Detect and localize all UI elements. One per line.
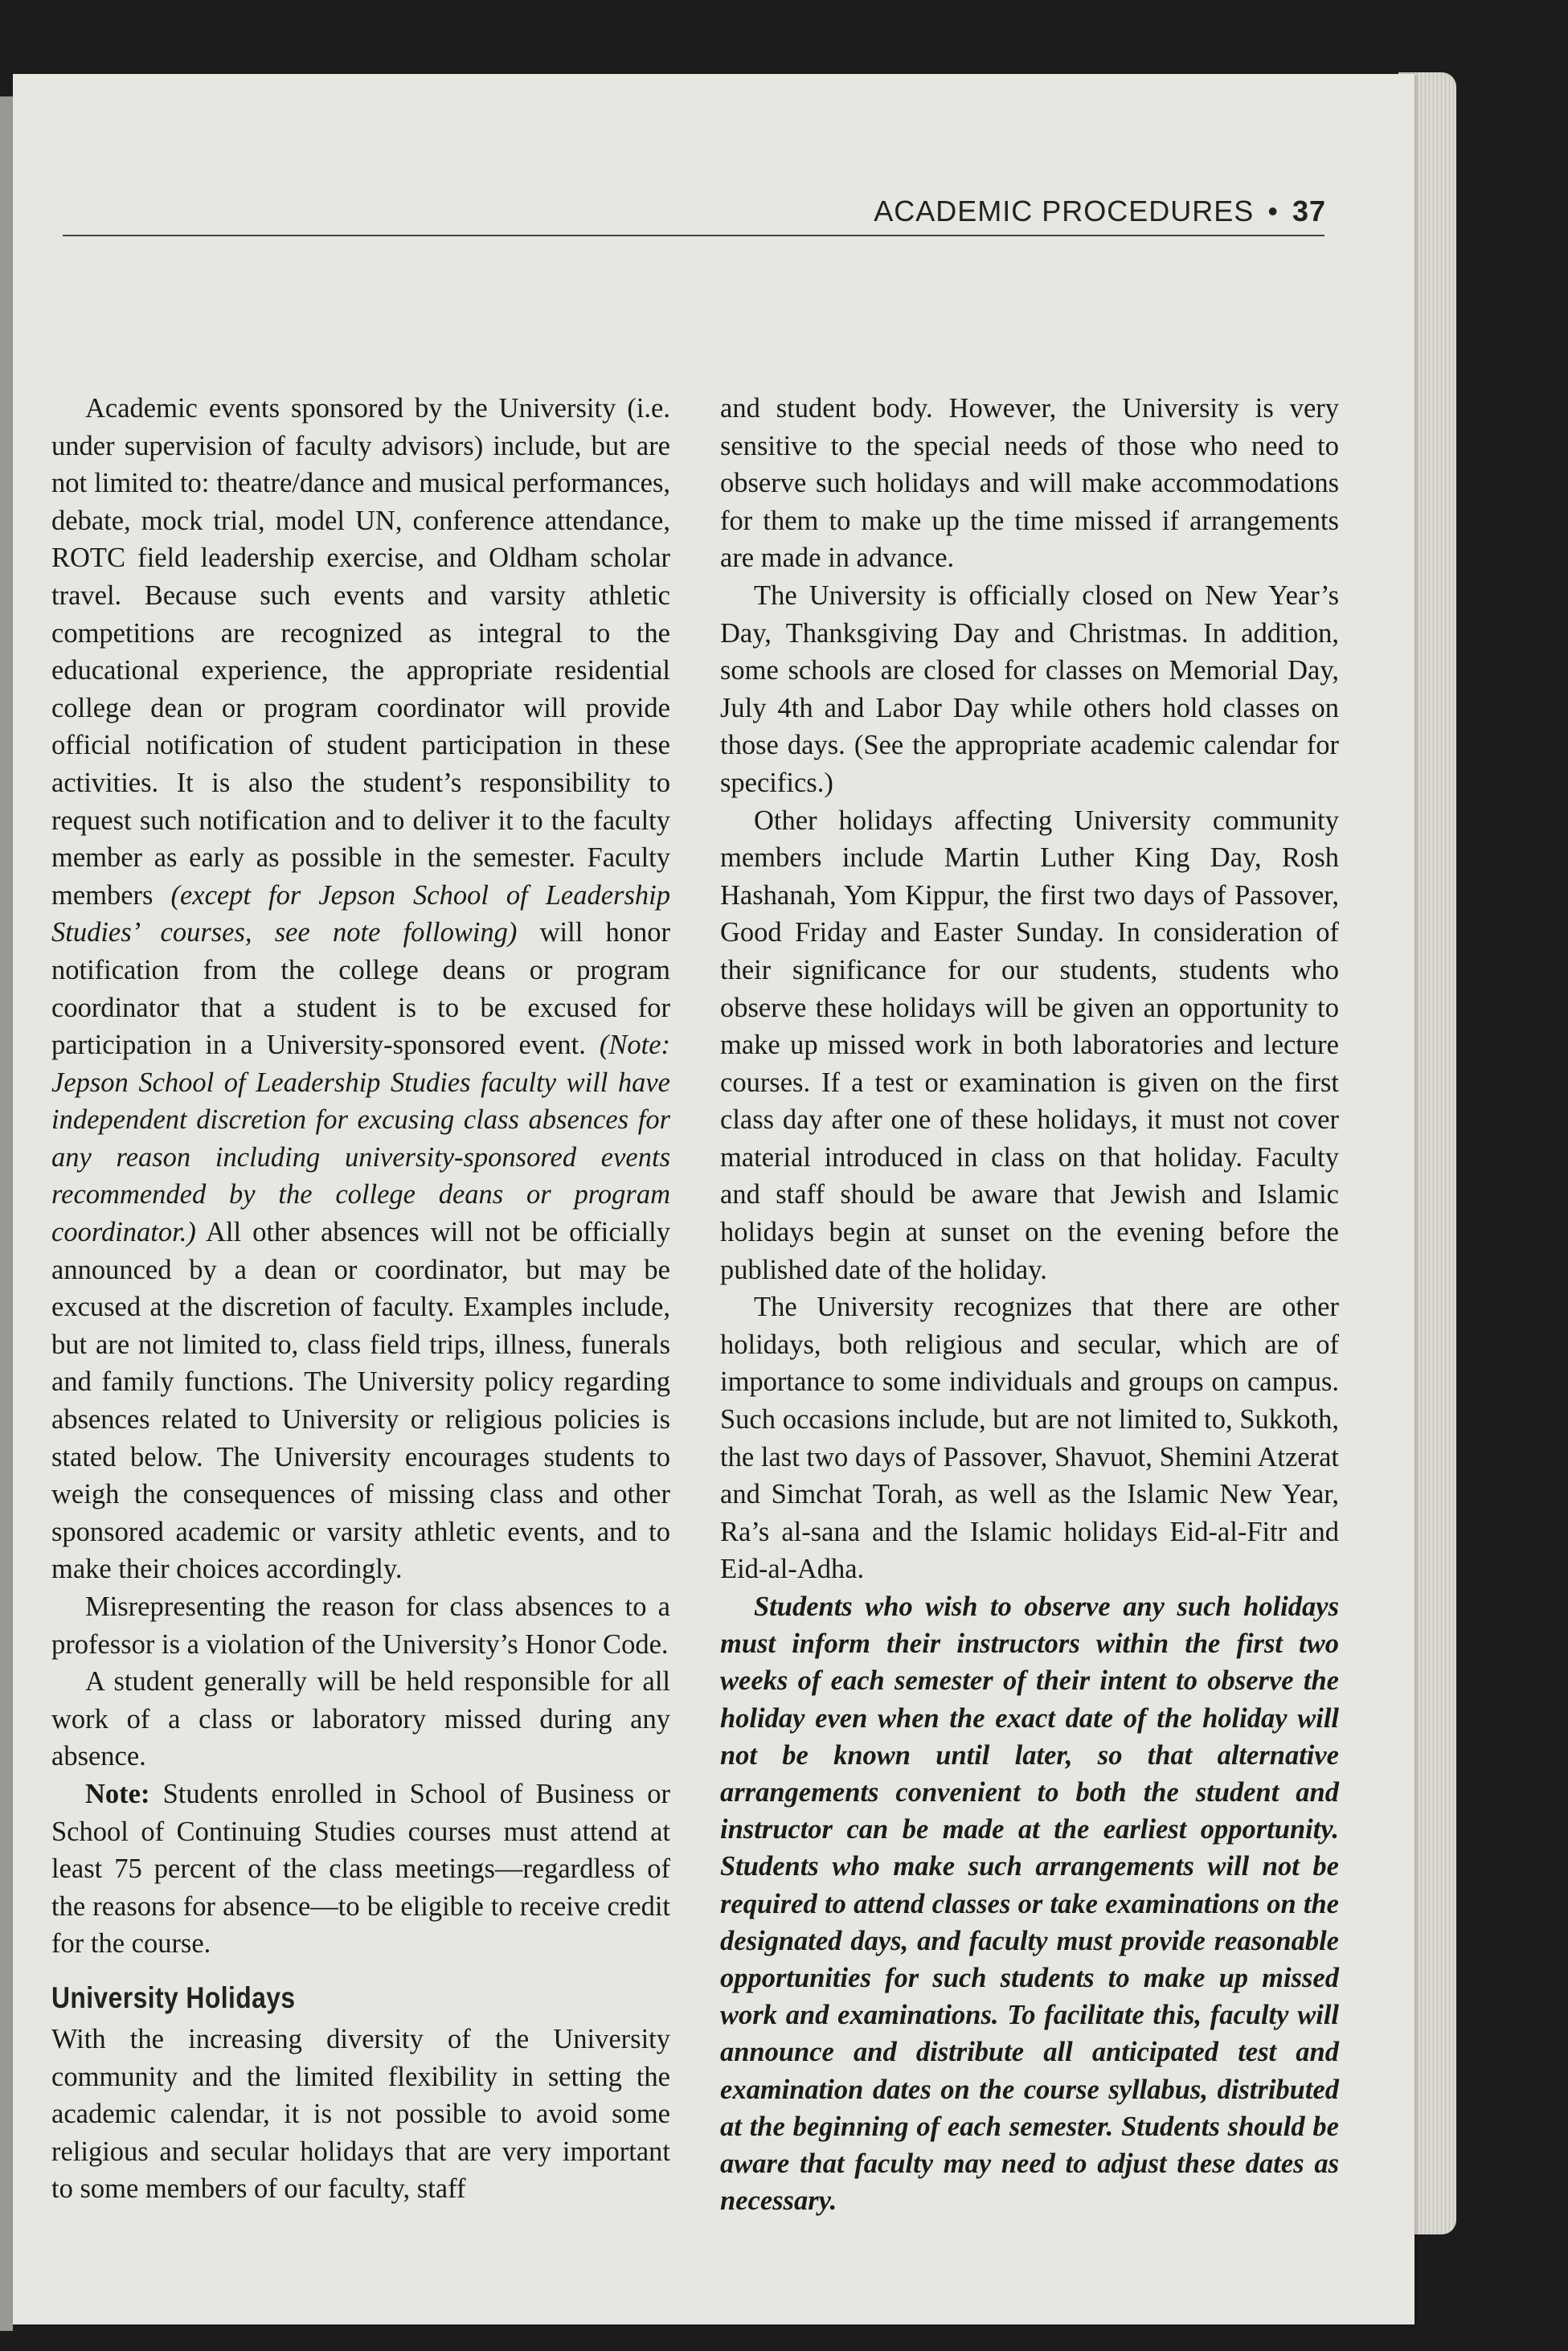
header-rule (63, 235, 1324, 236)
adjacent-page-edge (0, 96, 13, 2331)
paragraph-student-notice: Students who wish to observe any such holidays must inform their instructors within the first two weeks of each semester of their intent to observe the holiday even when the exact date of the holiday will not be known until later, so that alternative arrangements convenient to both the student and instructor can be made at the earliest opportunity. Students who make such arrangements will not be required to attend classes or take examinations on the designated days, and faculty must provide reasonable opportunities for such students to make up missed work and examinations. To facilitate this, faculty will announce and distribute all anticipated test and examination dates on the course syllabus, distributed at the beginning of each semester. Students should be aware that faculty may need to adjust these dates as necessary. (720, 1591, 1339, 2217)
paragraph-recognized-holidays: The University recognizes that there are other holidays, both religious and secular, which are of importance to some individuals and groups on campus. Such occasions include, but are not limited to, Sukkoth, the last two days of Passover, Shavuot, Shemini Atzerat and Simchat Torah, as well as the Islamic New Year, Ra’s al-sana and the Islamic holidays Eid-al-Fitr and Eid-al-Adha. (720, 1292, 1339, 1585)
paragraph-official-closures: The University is officially closed on New Year’s Day, Thanksgiving Day and Christmas. In addition, some schools are closed for classes on Memorial Day, July 4th and Labor Day while others hold classes on those days. (See the appropriate academic calendar for specifics.) (720, 580, 1339, 798)
page-number: 37 (1292, 195, 1326, 227)
paragraph-note: Note: Students enrolled in School of Business or School of Continuing Studies courses must attend at least 75 percent of the class meetings—regardless of the reasons for absence—to be eligible to receive credit for the course. (51, 1778, 670, 1960)
paragraph-holidays-intro: With the increasing diversity of the University community and the limited flexibility in setting the academic calendar, it is not possible to avoid some religious and secular holidays that are very important to some members of our faculty, staff (51, 2023, 670, 2205)
right-column (720, 390, 1339, 2219)
paragraph-academic-events: Academic events sponsored by the University (i.e. under supervision of faculty advisors) include, but are not limited to: theatre/dance and musical performances, debate, mock trial, model UN, conference attendance, ROTC field leadership exercise, and Oldham scholar travel. Because such events and varsity athletic competitions are recognized as integral to the educational experience, the appropriate residential college dean or program coordinator will provide official notification of student participation in these activities. It is also the student’s responsibility to request such notification and to deliver it to the faculty member as early as possible in the semester. Faculty members (except for Jepson School of Leadership Studies’ courses, see note following) will honor notification from the college deans or program coordinator that a student is to be excused for participation in a University-sponsored event. (Note: Jepson School of Leadership Studies faculty will have independent discretion for excusing class absences for any reason including university-sponsored events recommended by the college deans or program coordinator.) All other absences will not be officially announced by a dean or coordinator, but may be excused at the discretion of faculty. Examples include, but are not limited to, class field trips, illness, funerals and family functions. The University policy regarding absences related to University or religious policies is stated below. The University encourages students to weigh the consequences of missing class and other sponsored academic or varsity athletic events, and to make their choices accordingly. (51, 393, 670, 1585)
section-heading-university-holidays: University Holidays (51, 1980, 296, 2014)
running-header (874, 195, 1326, 228)
note-label: Note: (85, 1778, 150, 1809)
paragraph-honor-code: Misrepresenting the reason for class absences to a professor is a violation of the University’s Honor Code. (51, 1591, 670, 1660)
section-title: ACADEMIC PROCEDURES (874, 195, 1255, 227)
paragraph-other-holidays: Other holidays affecting University community members include Martin Luther King Day, Rosh Hashanah, Yom Kippur, the first two days of Passover, Good Friday and Easter Sunday. In consideration of their significance for our students, students who observe these holidays will be given an opportunity to make up missed work in both laboratories and lecture courses. If a test or examination is given on the first class day after one of these holidays, it must not cover material introduced in class on that holiday. Faculty and staff should be aware that Jewish and Islamic holidays begin at sunset on the evening before the published date of the holiday. (720, 805, 1339, 1285)
book-page (13, 74, 1414, 2324)
paragraph-responsibility: A student generally will be held responsible for all work of a class or laboratory missed during any absence. (51, 1666, 670, 1772)
header-separator: • (1267, 195, 1279, 227)
left-column (51, 390, 670, 2208)
paragraph-holidays-continued: and student body. However, the University is very sensitive to the special needs of those who need to observe such holidays and will make accommodations for them to make up the time missed if arrangements are made in advance. (720, 393, 1339, 574)
